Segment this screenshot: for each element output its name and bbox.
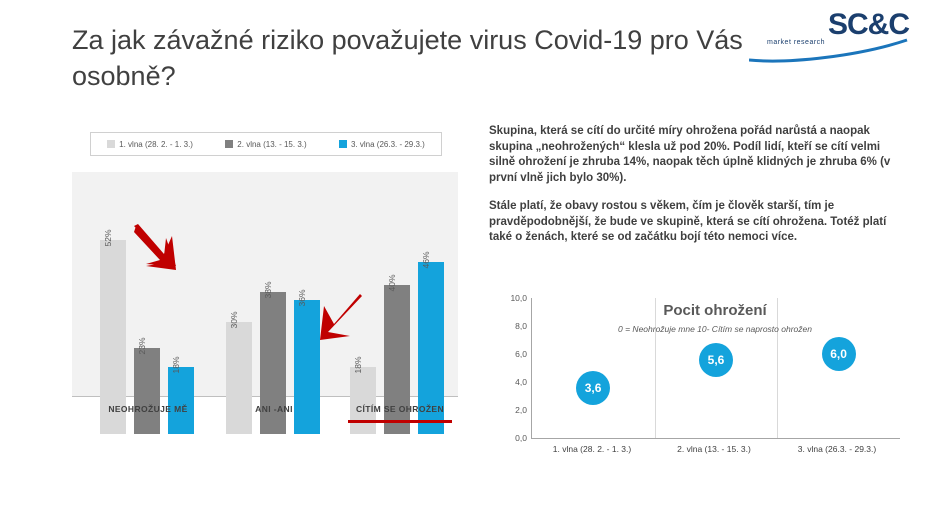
bubble-chart-title: Pocit ohrožení [663, 302, 767, 319]
down-arrow-icon [130, 222, 186, 276]
commentary-text [489, 124, 909, 259]
logo-swoosh-icon [749, 38, 909, 64]
bar-value-label: 18% [353, 356, 363, 374]
legend-swatch-wave1 [107, 140, 115, 148]
logo-tagline: market research [767, 39, 826, 46]
bar-value-label: 38% [263, 281, 273, 299]
y-tick-2: 2,0 [515, 405, 527, 415]
y-tick-6: 6,0 [515, 349, 527, 359]
bar-category-label-1: NEOHROŽUJE MĚ [108, 404, 188, 414]
bubble-x-label-2: 2. vlna (13. - 15. 3.) [677, 444, 751, 454]
bar-value-label: 40% [387, 274, 397, 292]
bubble-wave3: 6,0 [822, 337, 856, 371]
threat-feeling-bubble-chart [489, 290, 909, 475]
bubble-wave2: 5,6 [699, 343, 733, 377]
logo-wordmark: SC&C [827, 8, 909, 41]
chart-legend [90, 132, 442, 156]
commentary-paragraph-1: Skupina, která se cítí do určité míry ohrožena pořád narůstá a naopak skupina „neohrožených“ klesla už pod 20%. Podíl lidí, kteří se cítí velmi silně ohrožení je zhruba 14%, naopak těch úplně klidných je zhruba 6% (v první vlně jich bylo 30%). [489, 125, 891, 184]
bar-wave1 [226, 311, 252, 434]
bubble-wave1: 3,6 [576, 371, 610, 405]
bubble-x-label-3: 3. vlna (26.3. - 29.3.) [797, 444, 877, 454]
bar-value-label: 46% [421, 251, 431, 269]
page-title: Za jak závažné riziko považujete virus Covid-19 pro Vás osobně? [72, 25, 743, 91]
bar-value-label: 23% [137, 337, 147, 355]
legend-item [107, 140, 193, 149]
bar-value-label: 36% [297, 289, 307, 307]
bar-wave1 [350, 356, 376, 434]
up-arrow-icon [312, 290, 368, 344]
legend-item [339, 140, 425, 149]
y-tick-4: 4,0 [515, 377, 527, 387]
legend-label-wave3: 3. vlna (26.3. - 29.3.) [351, 139, 425, 149]
bar-category-label-3: CÍTÍM SE OHROŽEN [355, 404, 445, 414]
bar-value-label: 30% [229, 311, 239, 329]
bar-category-label-2: ANI -ANI [255, 404, 293, 414]
bar-value-label: 18% [171, 356, 181, 374]
legend-swatch-wave2 [225, 140, 233, 148]
legend-label-wave2: 2. vlna (13. - 15. 3.) [237, 139, 307, 149]
sc-and-c-logo [749, 8, 909, 66]
threat-perception-bar-chart [72, 172, 458, 434]
bar-value-label: 52% [103, 229, 113, 247]
grid-divider-1 [655, 298, 656, 438]
bar-wave3 [168, 356, 194, 434]
y-tick-10: 10,0 [510, 293, 527, 303]
highlight-underline [348, 420, 452, 423]
grid-divider-2 [777, 298, 778, 438]
bubble-x-label-1: 1. vlna (28. 2. - 1. 3.) [552, 444, 632, 454]
commentary-paragraph-2: Stále platí, že obavy rostou s věkem, čím je člověk starší, tím je pravděpodobnější, že bude ve skupině, která se cítí ohrožena. Totéž platí také o ženách, které se od začátku bojí této nemoci více. [489, 200, 887, 243]
bubble-plot-area [510, 293, 900, 443]
legend-item [225, 140, 306, 149]
legend-label-wave1: 1. vlna (28. 2. - 1. 3.) [119, 139, 193, 149]
y-tick-8: 8,0 [515, 321, 527, 331]
y-tick-0: 0,0 [515, 433, 527, 443]
legend-swatch-wave3 [339, 140, 347, 148]
bar-wave2 [134, 337, 160, 434]
bubble-chart-subtitle: 0 = Neohrožuje mne 10- Cítím se naprosto ohrožen [618, 324, 812, 334]
